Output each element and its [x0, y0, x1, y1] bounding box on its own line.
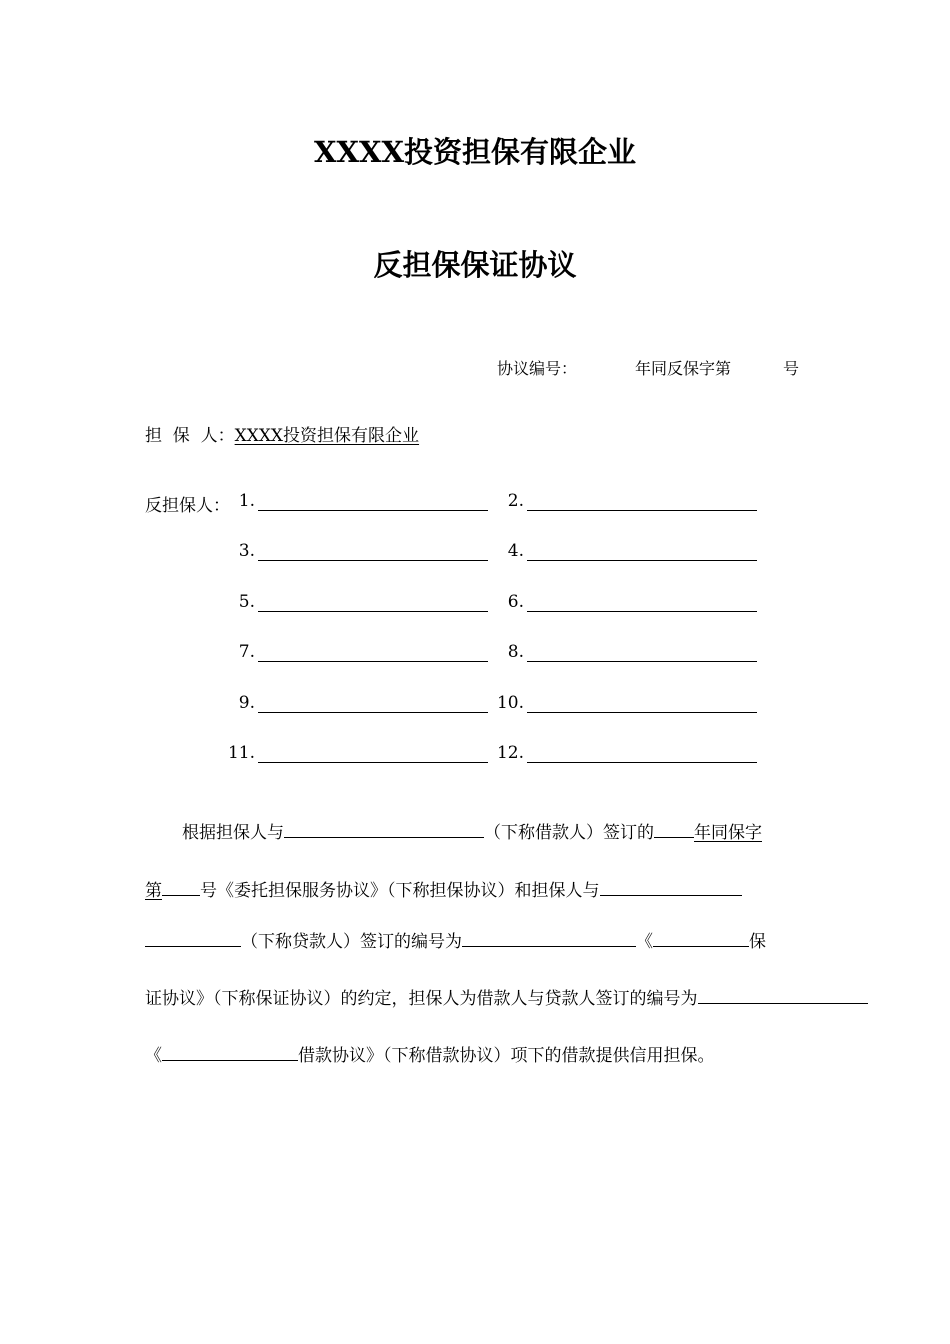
paragraph-text: 号《委托担保服务协议》（下称担保协议）和担保人与 — [200, 881, 600, 901]
counter-guarantor-number: 2. — [507, 491, 524, 511]
loan-name-blank[interactable] — [162, 1043, 298, 1061]
counter-guarantor-blank[interactable] — [527, 560, 757, 561]
year-blank[interactable] — [654, 820, 694, 838]
guarantee-number-blank[interactable] — [462, 929, 636, 947]
paragraph-line-1 — [182, 818, 762, 843]
paragraph-text: 保 — [749, 932, 766, 952]
counter-guarantor-number: 3. — [238, 541, 255, 561]
guarantor-line — [145, 421, 419, 446]
counter-guarantor-number: 1. — [238, 491, 255, 511]
company-title: XXXX投资担保有限企业 — [313, 135, 636, 169]
guarantor-name: XXXX投资担保有限企业 — [234, 426, 420, 446]
agreement-number-line — [497, 356, 799, 379]
paragraph-text: （下称借款人）签订的 — [484, 823, 654, 843]
loan-number-blank[interactable] — [698, 986, 868, 1004]
counter-guarantor-blank[interactable] — [258, 712, 488, 713]
counter-guarantor-blank[interactable] — [258, 762, 488, 763]
counter-guarantor-blank[interactable] — [258, 510, 488, 511]
counter-guarantor-blank[interactable] — [527, 762, 757, 763]
guarantee-name-blank[interactable] — [653, 929, 749, 947]
counter-guarantor-number: 11. — [227, 743, 255, 763]
counter-guarantor-blank[interactable] — [527, 661, 757, 662]
counter-guarantor-number: 12. — [496, 743, 524, 763]
counter-guarantor-blank[interactable] — [527, 611, 757, 612]
counter-guarantor-blank[interactable] — [258, 560, 488, 561]
counter-guarantor-number: 6. — [507, 592, 524, 612]
counter-guarantor-blank[interactable] — [527, 712, 757, 713]
paragraph-text: 《 — [145, 1046, 162, 1066]
counter-guarantor-blank[interactable] — [258, 611, 488, 612]
paragraph-text: 第 — [145, 881, 162, 901]
lender-blank-a[interactable] — [600, 878, 742, 896]
paragraph-text: 《 — [636, 932, 653, 952]
counter-guarantor-number: 9. — [238, 693, 255, 713]
paragraph-line-4 — [145, 984, 868, 1009]
counter-guarantor-label: 反担保人： — [145, 496, 230, 516]
agreement-number-label: 协议编号： — [497, 359, 578, 378]
borrower-blank[interactable] — [284, 820, 484, 838]
paragraph-line-5 — [145, 1041, 715, 1066]
counter-guarantor-number: 10. — [496, 693, 524, 713]
counter-guarantor-blank[interactable] — [527, 510, 757, 511]
paragraph-text: 根据担保人与 — [182, 823, 284, 843]
paragraph-line-3 — [145, 927, 766, 952]
counter-guarantor-number: 8. — [507, 642, 524, 662]
lender-blank-b[interactable] — [145, 929, 241, 947]
paragraph-text: 年同保字 — [694, 823, 762, 843]
counter-guarantor-number: 4. — [507, 541, 524, 561]
paragraph-text: 证协议》（下称保证协议）的约定，担保人为借款人与贷款人签订的编号为 — [145, 989, 698, 1009]
agreement-number-middle: 年同反保字第 — [635, 359, 732, 378]
counter-guarantor-number: 7. — [238, 642, 255, 662]
paragraph-text: 借款协议》（下称借款协议）项下的借款提供信用担保。 — [298, 1046, 715, 1066]
guarantor-label: 担 保 人： — [145, 426, 235, 446]
paragraph-text: （下称贷款人）签订的编号为 — [241, 932, 462, 952]
number-blank[interactable] — [162, 878, 200, 896]
counter-guarantor-number: 5. — [238, 592, 255, 612]
counter-guarantor-blank[interactable] — [258, 661, 488, 662]
document-title: 反担保保证协议 — [373, 248, 577, 282]
agreement-number-suffix: 号 — [783, 359, 800, 378]
paragraph-line-2 — [145, 876, 742, 901]
